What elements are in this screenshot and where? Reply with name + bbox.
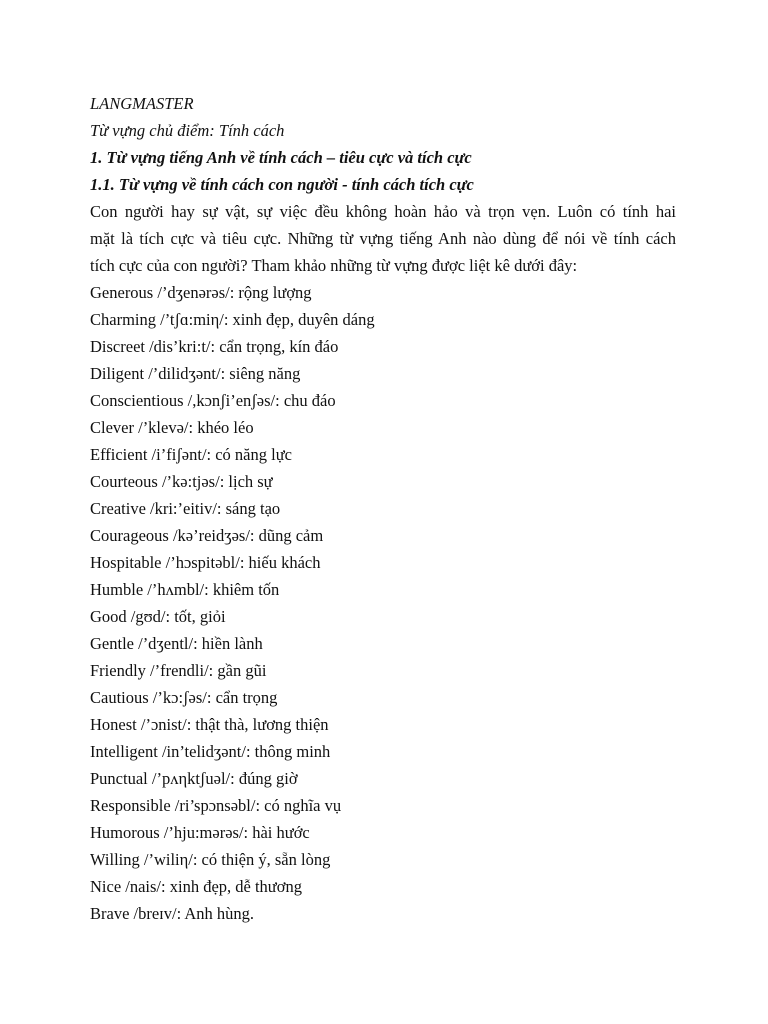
- vocab-item: Gentle /’dʒentl/: hiền lành: [90, 634, 263, 653]
- vocab-item: Courteous /’kə:tjəs/: lịch sự: [90, 472, 273, 491]
- vocab-item: Conscientious /,kɔnʃi’enʃəs/: chu đáo: [90, 391, 336, 410]
- vocab-item: Good /gʊd/: tốt, giỏi: [90, 607, 226, 626]
- vocab-item: Efficient /i’fiʃənt/: có năng lực: [90, 445, 292, 464]
- vocab-item: Honest /’ɔnist/: thật thà, lương thiện: [90, 715, 329, 734]
- vocab-item: Humorous /’hju:mərəs/: hài hước: [90, 823, 310, 842]
- vocab-item: Hospitable /’hɔspitəbl/: hiếu khách: [90, 553, 321, 572]
- intro-paragraph: [90, 198, 676, 279]
- subsection-heading: 1.1. Từ vựng về tính cách con người - tính cách tích cực: [90, 175, 474, 194]
- vocab-item: Cautious /’kɔ:ʃəs/: cẩn trọng: [90, 688, 278, 707]
- vocab-item: Diligent /’dilidʒənt/: siêng năng: [90, 364, 301, 383]
- brand-title: LANGMASTER: [90, 94, 194, 113]
- vocab-item: Brave /breɪv/: Anh hùng.: [90, 904, 255, 923]
- vocab-item: Creative /kri:’eitiv/: sáng tạo: [90, 499, 281, 518]
- vocab-item: Nice /nais/: xinh đẹp, dễ thương: [90, 877, 302, 896]
- vocab-item: Discreet /dis’kri:t/: cẩn trọng, kín đáo: [90, 337, 339, 356]
- vocab-item: Friendly /’frendli/: gần gũi: [90, 661, 267, 680]
- intro-line: Con người hay sự vật, sự việc đều không hoàn hảo và trọn vẹn. Luôn có tính hai: [90, 202, 676, 221]
- vocab-item: Responsible /ri’spɔnsəbl/: có nghĩa vụ: [90, 796, 342, 815]
- intro-line: mặt là tích cực và tiêu cực. Những từ vựng tiếng Anh nào dùng để nói về tính cách: [90, 229, 676, 248]
- section-heading: 1. Từ vựng tiếng Anh về tính cách – tiêu cực và tích cực: [90, 148, 472, 167]
- vocab-item: Charming /’tʃɑ:miη/: xinh đẹp, duyên dáng: [90, 310, 375, 329]
- vocab-item: Willing /’wiliη/: có thiện ý, sẵn lòng: [90, 850, 331, 869]
- vocab-item: Clever /’klevə/: khéo léo: [90, 418, 254, 437]
- vocab-item: Punctual /’pʌηktʃuəl/: đúng giờ: [90, 769, 298, 788]
- vocab-item: Courageous /kə’reidʒəs/: dũng cảm: [90, 526, 324, 545]
- vocab-item: Generous /’dʒenərəs/: rộng lượng: [90, 283, 312, 302]
- vocab-item: Humble /’hʌmbl/: khiêm tốn: [90, 580, 280, 599]
- document-page: [90, 90, 676, 927]
- document-subtitle: Từ vựng chủ điểm: Tính cách: [90, 121, 285, 140]
- vocabulary-list: [90, 279, 676, 927]
- intro-line: tích cực của con người? Tham khảo những từ vựng được liệt kê dưới đây:: [90, 256, 578, 275]
- vocab-item: Intelligent /in’telidʒənt/: thông minh: [90, 742, 331, 761]
